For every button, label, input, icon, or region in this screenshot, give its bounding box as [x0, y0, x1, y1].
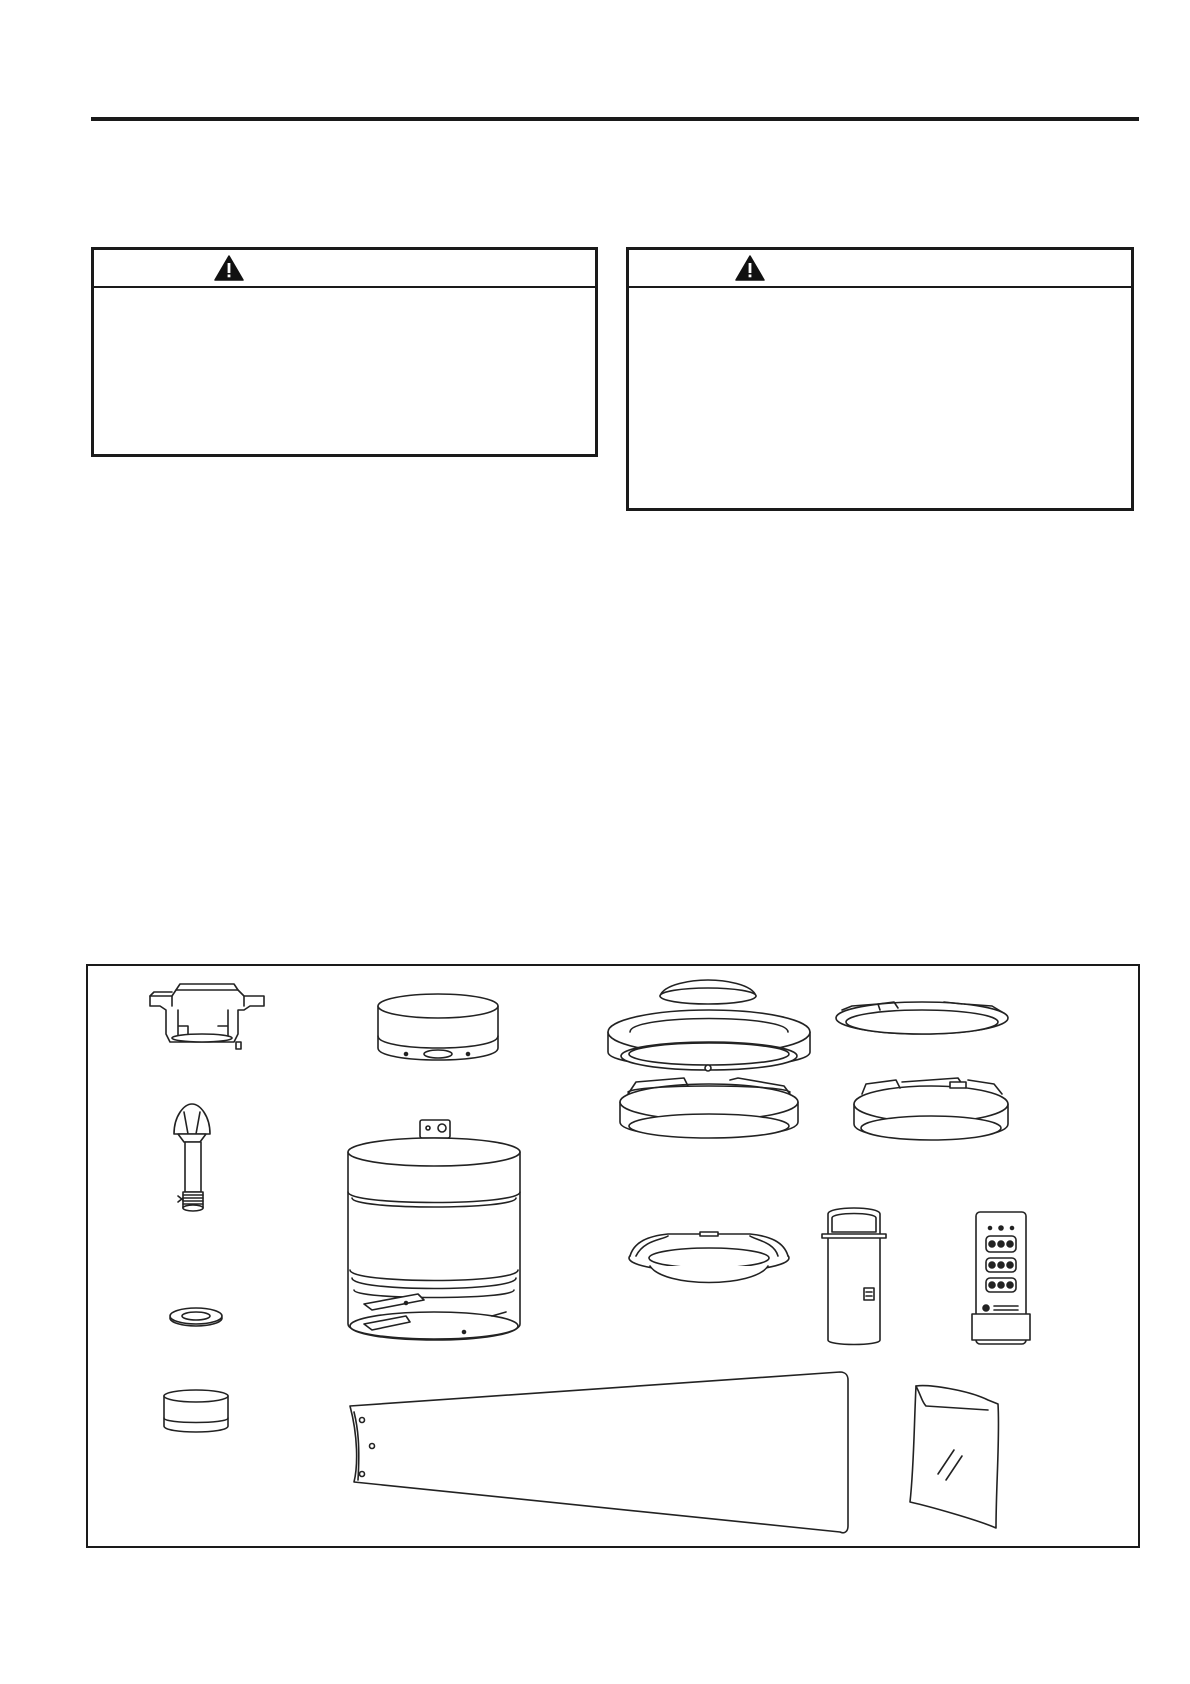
light-fixture-pan	[620, 1078, 798, 1138]
warning-box-right	[626, 247, 1134, 511]
warning-triangle-icon	[735, 255, 765, 281]
light-kit-housing	[836, 1002, 1008, 1034]
top-rule	[91, 117, 1139, 121]
hardware-bag	[910, 1386, 999, 1528]
switch-housing	[608, 980, 810, 1071]
warning-header	[629, 250, 1131, 288]
receiver	[822, 1208, 886, 1345]
warning-triangle-icon	[214, 255, 244, 281]
warning-text	[94, 288, 595, 308]
parts-diagram	[86, 964, 1140, 1548]
light-glass-bowl	[629, 1232, 789, 1283]
canopy-trim-ring	[170, 1308, 222, 1326]
motor-housing	[348, 1120, 520, 1340]
canopy	[378, 994, 498, 1060]
downrod	[174, 1104, 210, 1211]
coupling-cover	[164, 1390, 228, 1432]
fan-blade	[350, 1372, 848, 1533]
warning-text	[629, 288, 1131, 308]
remote-control	[972, 1212, 1030, 1344]
warning-box-left	[91, 247, 598, 457]
warning-header	[94, 250, 595, 288]
mounting-bracket	[150, 984, 264, 1049]
light-kit-cover	[854, 1078, 1008, 1140]
